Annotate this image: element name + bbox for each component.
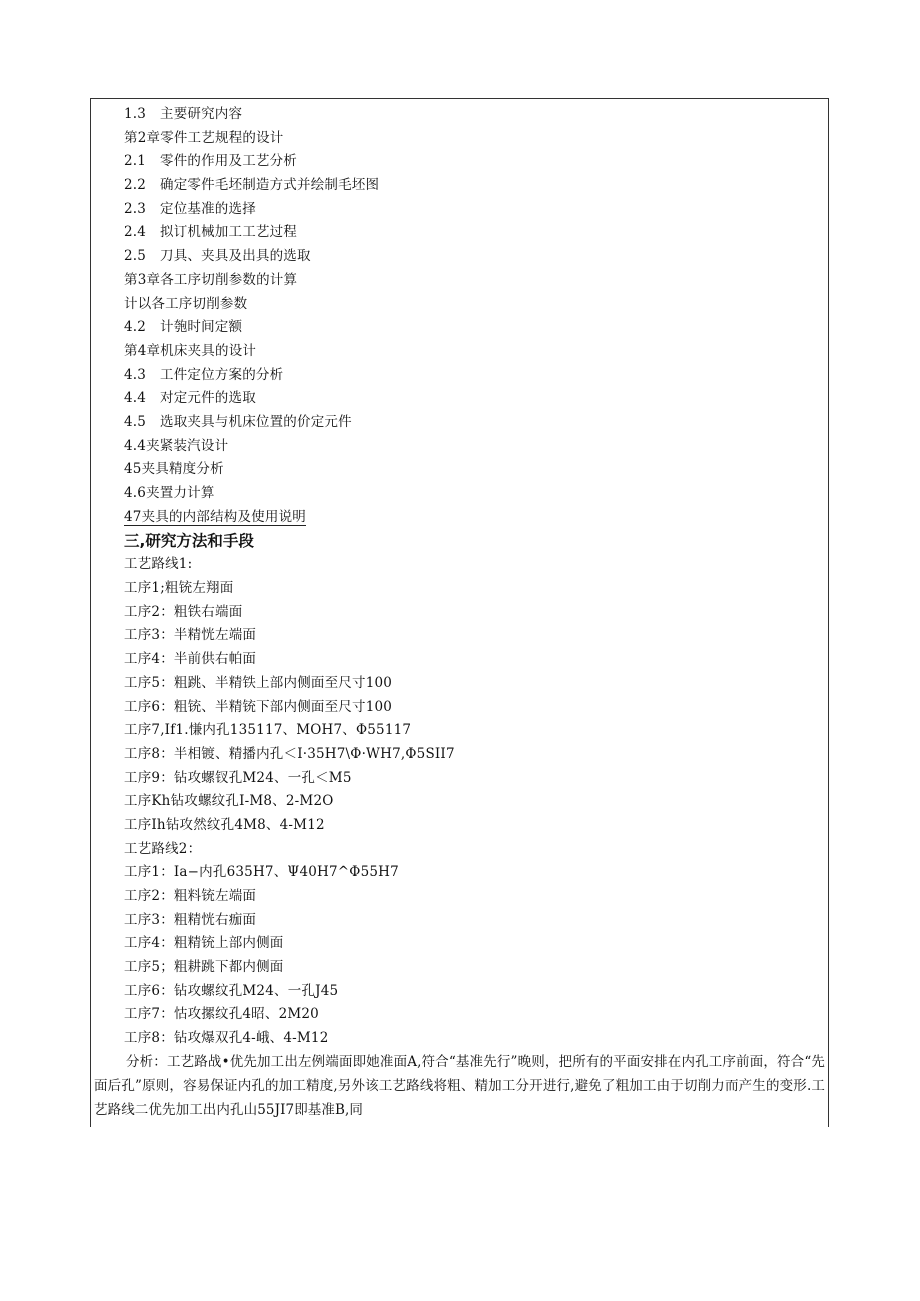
- toc-number: 4.5: [124, 413, 147, 430]
- toc-item: [124, 387, 824, 411]
- process-step: 工序5：粗跳、半精铁上部内侧面至尺寸100: [124, 674, 393, 691]
- toc-item: [124, 411, 824, 435]
- toc-text: 工件定位方案的分析: [160, 366, 284, 383]
- toc-text: 零件的作用及工艺分析: [160, 153, 297, 170]
- process-step: 工序4：半前供右帕面: [124, 651, 257, 668]
- process-step: 工序7：怙攻摞纹孔4昭、2M20: [124, 1006, 319, 1023]
- toc-item: [124, 293, 824, 317]
- toc-number: 2.1: [124, 153, 147, 170]
- toc-number: 2.4: [124, 224, 147, 241]
- process-step: 工序3：粗精恍右痂面: [124, 911, 257, 928]
- process-step: 工序9：钻攻螺钗孔M24、一孔＜M5: [124, 769, 352, 786]
- toc-number: 4.4: [124, 390, 147, 407]
- toc-item: [124, 150, 824, 174]
- process-step: 工序5；粗耕跳下都内侧面: [124, 959, 284, 976]
- route-title: 工艺路线2：: [124, 840, 202, 857]
- document-content: [124, 103, 824, 1051]
- process-step: 工序1;粗铳左翔面: [124, 580, 234, 597]
- analysis-text: 分析：工艺路战•优先加工出左例端面即她准面A,符合“基准先行”晚则，把所有的平面安排在内孔工序前面，符合“先面后孔”原则，容易保证内孔的加工精度,另外该工艺路线将粗、精加工分开进行,避免了粗加工由于切削力而产生的变形.工艺路线二优先加工出内孔山55JI7即基准B,同: [94, 1054, 825, 1118]
- toc-text: 4.4夹紧装汽设计: [124, 437, 229, 454]
- analysis-paragraph: [94, 1050, 825, 1122]
- process-step: 工序6：粗铳、半精铳下部内侧面至尺寸100: [124, 698, 393, 715]
- toc-text: 第2章零件工艺规程的设计: [124, 129, 284, 146]
- toc-text: 45夹具精度分析: [124, 461, 224, 478]
- toc-text: 确定零件毛坯制造方式并绘制毛坯图: [160, 177, 380, 194]
- process-step: 工序6：钻攻螺纹孔M24、一孔J45: [124, 982, 339, 999]
- toc-number: 2.5: [124, 248, 147, 265]
- toc-text: 对定元件的选取: [160, 390, 256, 407]
- process-step: 工序Kh钻攻螺纹孔I-M8、2-M2O: [124, 793, 334, 810]
- toc-text: 定位基准的选择: [160, 200, 256, 217]
- toc-text: 主要研究内容: [160, 106, 243, 122]
- toc-item: [124, 482, 824, 506]
- process-step: 工序8：钻攻爆双孔4-峨、4-M12: [124, 1030, 329, 1047]
- toc-item: [124, 364, 824, 388]
- route-title: 工艺路线1:: [124, 556, 193, 573]
- toc-text: 第3章各工序切削参数的计算: [124, 271, 298, 288]
- toc-text: 计匏时间定额: [160, 319, 243, 336]
- toc-item: [124, 435, 824, 459]
- toc-text: 47夹具的内部结构及使用说明: [124, 508, 306, 525]
- toc-number: 4.2: [124, 319, 147, 336]
- toc-item: [124, 174, 824, 198]
- process-step: 工序1：Ia−内孔635H7、Ψ40H7^Φ55H7: [124, 864, 399, 881]
- toc-item: [124, 103, 824, 127]
- toc-item: [124, 198, 824, 222]
- toc-text: 选取夹具与机床位置的价定元件: [160, 413, 352, 430]
- toc-text: 拟订机械加工工艺过程: [160, 224, 297, 241]
- process-step: 工序8：半相镀、精播内孔＜I·35H7\Φ·WH7,Φ5SII7: [124, 745, 455, 762]
- toc-item: [124, 458, 824, 482]
- toc-text: 计以各工序切削参数: [124, 295, 248, 312]
- toc-item: [124, 245, 824, 269]
- toc-text: 4.6夹置力计算: [124, 485, 215, 501]
- section-heading: 三,研究方法和手段: [124, 532, 254, 551]
- process-step: 工序2：粗料铳左端面: [124, 888, 257, 904]
- toc-item: [124, 269, 824, 293]
- toc-item: [124, 340, 824, 364]
- toc-item: [124, 127, 824, 151]
- process-step: 工序2：粗铁右端面: [124, 603, 243, 620]
- process-step: 工序3：半精恍左端面: [124, 627, 257, 644]
- toc-number: 2.2: [124, 177, 147, 194]
- process-step: 工序4：粗精铳上部内侧面: [124, 935, 284, 952]
- process-step: 工序7,If1.慊内孔135117、MOH7、Φ55117: [124, 722, 412, 739]
- toc-number: 1.3: [124, 106, 147, 122]
- toc-text: 第4章机床夹具的设计: [124, 342, 257, 359]
- toc-item: [124, 316, 824, 340]
- toc-number: 2.3: [124, 200, 147, 217]
- toc-text: 刀具、夹具及出具的选取: [160, 248, 311, 265]
- toc-item: [124, 506, 824, 530]
- process-step: 工序Ih钻攻然纹孔4M8、4-M12: [124, 816, 325, 833]
- toc-item: [124, 221, 824, 245]
- toc-number: 4.3: [124, 366, 147, 383]
